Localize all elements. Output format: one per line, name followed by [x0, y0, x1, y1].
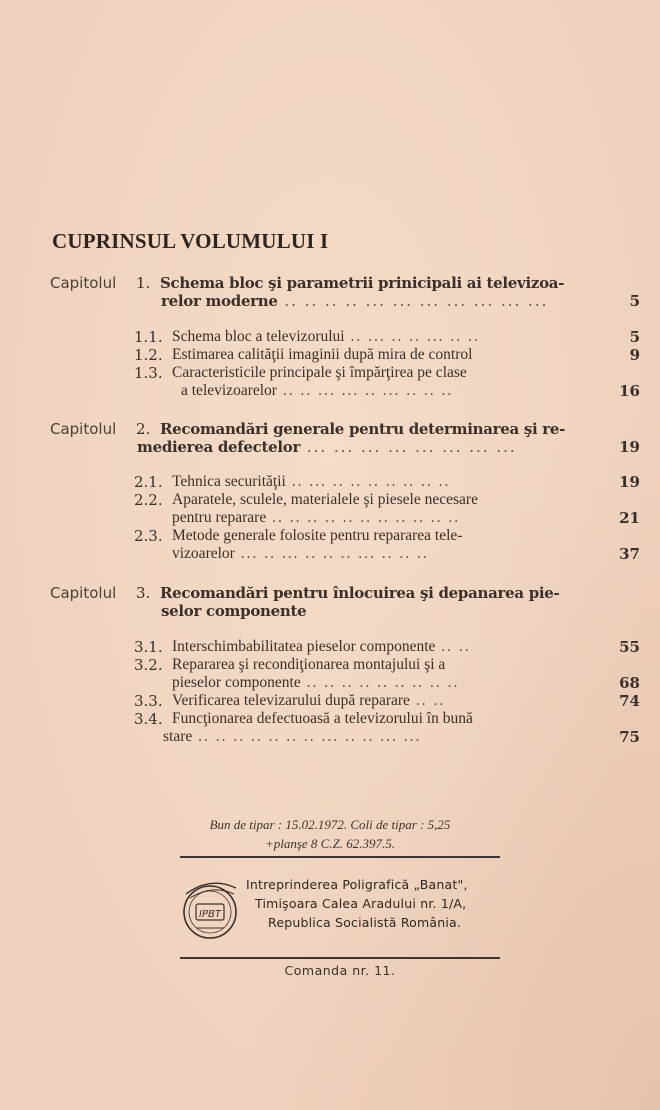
leader-dots: ... .. ... .. .. .. ... .. .. ..	[234, 545, 429, 562]
section-page: 55	[619, 638, 640, 656]
chapter-title-line1: Schema bloc şi parametrii prinicipali ai televizoa-	[160, 274, 565, 292]
leader-dots: ... ... ... ... ... ... ... ...	[300, 438, 517, 456]
chapter-label: Capitolul	[50, 584, 117, 602]
section-page: 5	[629, 328, 640, 346]
imprint-line1: Bun de tipar : 15.02.1972. Coli de tipar : 5,25	[209, 817, 451, 832]
section-title-line1: Verificarea televizarului după reparare	[172, 692, 410, 709]
chapter-page: 19	[619, 438, 640, 456]
chapter-label: Capitolul	[50, 420, 117, 438]
leader-dots: .. ..	[435, 638, 471, 655]
section-page: 16	[619, 382, 640, 400]
section-number: 2.3.	[134, 527, 163, 545]
leader-dots: .. .. ... ... .. ... .. .. ..	[276, 382, 454, 399]
section-title-line2: pieselor componente	[172, 674, 301, 691]
section-page: 19	[619, 473, 640, 491]
section-number: 1.1.	[134, 328, 163, 346]
section-number: 2.1.	[134, 473, 163, 491]
section-title-line2: stare	[163, 728, 193, 745]
printer-line1: Intreprinderea Poligrafică „Banat",	[246, 877, 468, 892]
section-page: 74	[619, 692, 640, 710]
divider-bottom	[180, 957, 500, 959]
chapter-number: 2.	[136, 420, 151, 438]
section-title-line1: Metode generale folosite pentru repararea tele-	[172, 527, 463, 544]
section-title-line1: Repararea şi recondiţionarea montajului şi a	[172, 656, 446, 673]
chapter-title-line1: Recomandări generale pentru determinarea şi re-	[160, 420, 566, 438]
section-page: 9	[629, 346, 640, 364]
section-title-line1: Caracteristicile principale şi împărţirea pe clase	[172, 364, 467, 381]
divider-top	[180, 856, 500, 858]
leader-dots: .. .. .. .. .. .. .. ... .. .. ... ...	[192, 728, 422, 745]
chapter-label: Capitolul	[50, 274, 117, 292]
section-title-line1: Interschimbabilitatea pieselor componente	[172, 638, 436, 655]
toc-title: CUPRINSUL VOLUMULUI I	[52, 229, 329, 253]
chapter-title-line1: Recomandări pentru înlocuirea şi depanarea pie-	[160, 584, 560, 602]
chapter-title-line2: medierea defectelor	[137, 438, 301, 456]
leader-dots: .. ... .. .. .. .. .. .. ..	[285, 473, 451, 490]
section-page: 21	[619, 509, 640, 527]
section-title-line2: vizoarelor	[172, 545, 235, 562]
section-title-line1: Funcţionarea defectuoasă a televizorului în bună	[172, 710, 473, 727]
section-page: 75	[619, 728, 640, 746]
section-title-line2: a televizoarelor	[181, 382, 277, 399]
section-number: 2.2.	[134, 491, 163, 509]
printer-line3: Republica Socialistă România.	[268, 915, 462, 930]
leader-dots: .. .. .. .. .. .. .. .. .. .. ..	[266, 509, 461, 526]
section-page: 37	[619, 545, 640, 563]
section-title-line1: Aparatele, sculele, materialele şi piesele necesare	[172, 491, 478, 508]
chapter-number: 1.	[136, 274, 151, 292]
printer-logo-icon	[176, 874, 244, 946]
section-page: 68	[619, 674, 640, 692]
section-number: 1.3.	[134, 364, 163, 382]
printer-line2: Timişoara Calea Aradului nr. 1/A,	[255, 896, 467, 911]
section-title-line1: Estimarea calităţii imaginii după mira de control	[172, 346, 473, 363]
leader-dots: .. .. .. .. ... ... ... ... ... ... ...	[277, 292, 549, 310]
leader-dots: .. .. .. .. .. .. .. .. ..	[300, 674, 460, 691]
section-number: 1.2.	[134, 346, 163, 364]
section-number: 3.3.	[134, 692, 163, 710]
section-number: 3.1.	[134, 638, 163, 656]
section-number: 3.4.	[134, 710, 163, 728]
leader-dots: .. ... .. .. ... .. ..	[344, 328, 480, 345]
section-title-line1: Schema bloc a televizorului	[172, 328, 345, 345]
chapter-title-line2: relor moderne	[161, 292, 278, 310]
order-number: Comanda nr. 11.	[284, 963, 396, 978]
chapter-number: 3.	[136, 584, 151, 602]
leader-dots: .. ..	[409, 692, 446, 709]
imprint-line2: +planşe 8 C.Z. 62.397.5.	[264, 836, 396, 851]
chapter-title-line2: selor componente	[161, 602, 307, 620]
section-title-line2: pentru reparare	[172, 509, 267, 526]
section-title-line1: Tehnica securităţii	[172, 473, 286, 490]
section-number: 3.2.	[134, 656, 163, 674]
logo-text: IPBT	[199, 909, 221, 920]
chapter-page: 5	[629, 292, 640, 310]
